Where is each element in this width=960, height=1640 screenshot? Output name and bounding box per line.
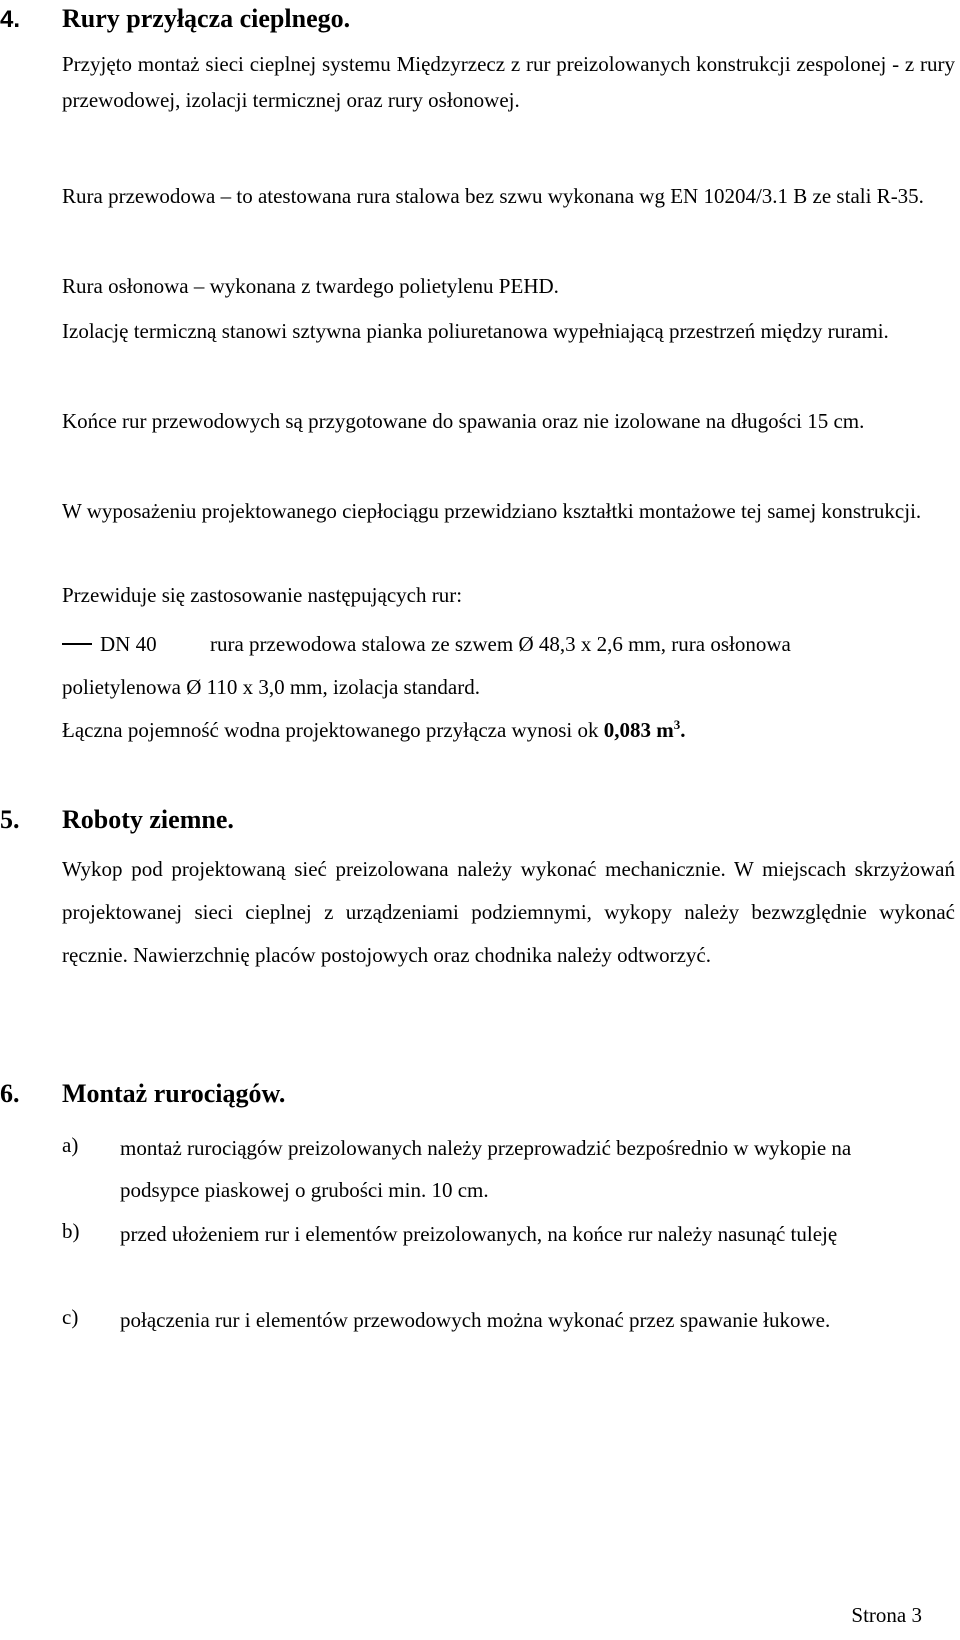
- list-item: przed ułożeniem rur i elementów preizolowanych, na końce rur należy nasunąć tuleję: [120, 1222, 838, 1246]
- list-label: c): [62, 1305, 79, 1329]
- paragraph: Rura przewodowa – to atestowana rura stalowa bez szwu wykonana wg EN 10204/3.1 B ze stali R-35.: [62, 184, 924, 208]
- paragraph: W wyposażeniu projektowanego ciepłociągu przewidziano kształtki montażowe tej samej konstrukcji.: [62, 499, 922, 523]
- section-4-heading: [0, 4, 350, 35]
- section-title: Rury przyłącza cieplnego.: [62, 4, 351, 33]
- capacity-text: Łączna pojemność wodna projektowanego przyłącza wynosi ok: [62, 718, 604, 742]
- paragraph: Przyjęto montaż sieci cieplnej systemu Międzyrzecz z rur preizolowanych konstrukcji zespolonej - z rury przewodowej, izolacji termicznej oraz rury osłonowej.: [62, 52, 955, 112]
- section-number: 4.: [0, 6, 21, 33]
- section-title: Montaż rurociągów.: [62, 1079, 286, 1108]
- capacity-value: 0,083 m: [603, 718, 674, 742]
- dash-marker: [62, 643, 92, 645]
- section-number: 5.: [0, 805, 20, 834]
- section-6-heading: [0, 1079, 285, 1109]
- capacity-line: [62, 712, 685, 748]
- pipe-spec-continuation: polietylenowa Ø 110 x 3,0 mm, izolacja standard.: [62, 675, 480, 699]
- paragraph: Wykop pod projektowaną sieć preizolowana należy wykonać mechanicznie. W miejscach skrzyżowań projektowanej sieci cieplnej z urządzeniami podziemnymi, wykopy należy bezwzględnie wykonać ręcznie. Nawierzchnię placów postojowych oraz chodnika należy odtworzyć.: [62, 857, 955, 967]
- list-item: połączenia rur i elementów przewodowych można wykonać przez spawanie łukowe.: [120, 1308, 831, 1332]
- list-item: montaż rurociągów preizolowanych należy przeprowadzić bezpośrednio w wykopie na podsypce piaskowej o grubości min. 10 cm.: [120, 1136, 852, 1202]
- capacity-superscript: 3: [673, 717, 681, 732]
- paragraph: Rura osłonowa – wykonana z twardego polietylenu PEHD.: [62, 274, 559, 298]
- paragraph: Końce rur przewodowych są przygotowane do spawania oraz nie izolowane na długości 15 cm.: [62, 409, 865, 433]
- paragraph: Przewiduje się zastosowanie następujących rur:: [62, 583, 463, 607]
- dn-label: DN 40: [100, 632, 157, 656]
- section-5-heading: [0, 805, 234, 835]
- pipe-spec-line: [62, 626, 955, 662]
- dn-text: rura przewodowa stalowa ze szwem Ø 48,3 x 2,6 mm, rura osłonowa: [210, 632, 791, 656]
- section-number: 6.: [0, 1079, 20, 1108]
- list-label: a): [62, 1133, 79, 1157]
- page-number: Strona 3: [851, 1603, 922, 1627]
- capacity-end: .: [680, 718, 686, 742]
- paragraph: Izolację termiczną stanowi sztywna pianka poliuretanowa wypełniającą przestrzeń między rurami.: [62, 319, 889, 343]
- section-title: Roboty ziemne.: [62, 805, 234, 834]
- list-label: b): [62, 1219, 80, 1243]
